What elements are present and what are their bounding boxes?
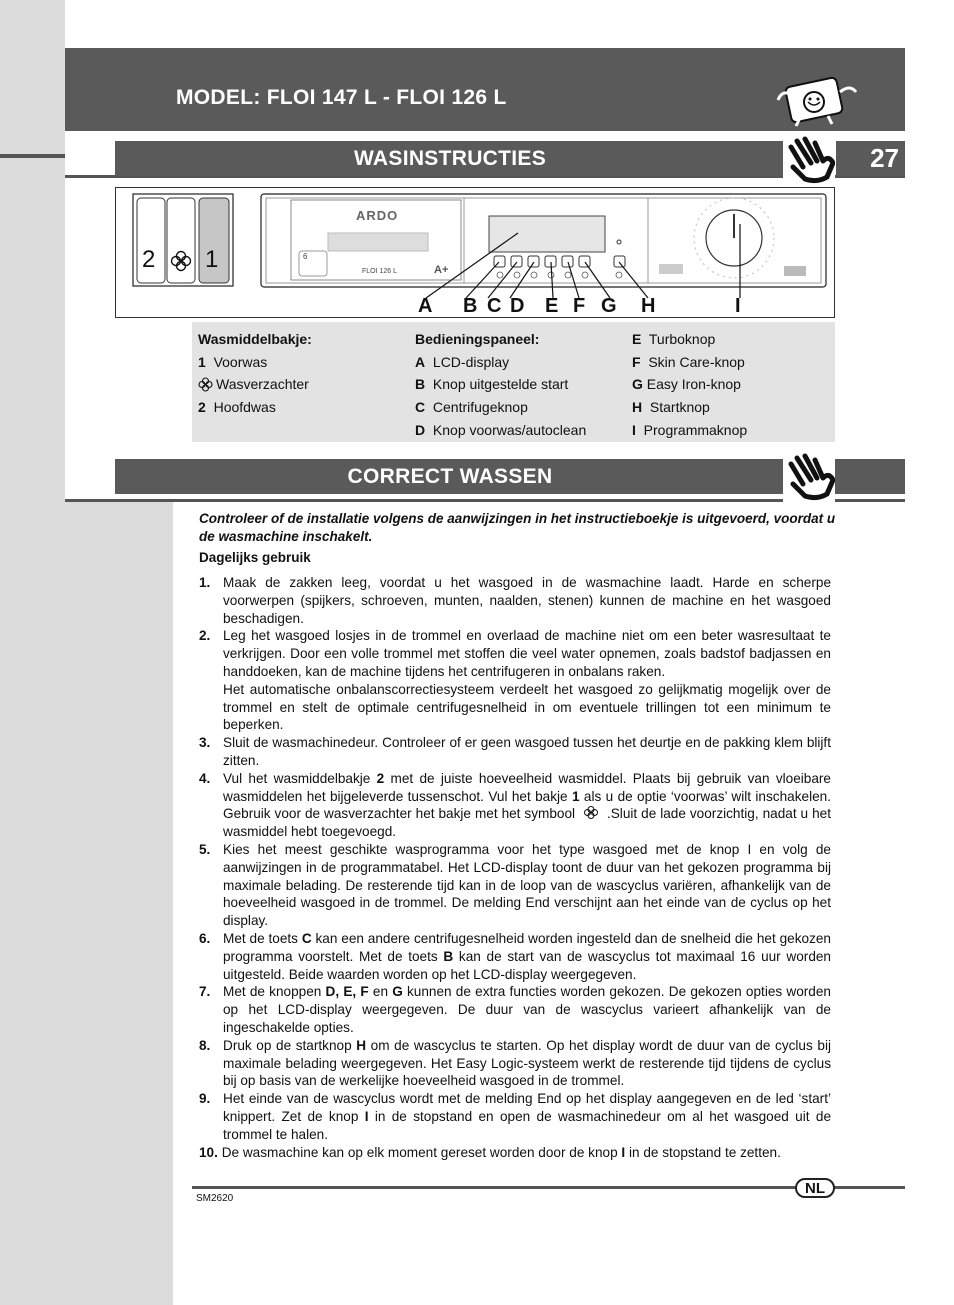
step-1: 1. Maak de zakken leeg, voordat u het wasgoed in de wasmachine laadt. Harde en scherpe voorwerpen (spijkers, schroeven, munten, naalden, stenen) kunnen de machine en het wasgoed beschadigen. [199, 575, 831, 626]
panel-model-label: FLOI 126 L [362, 268, 398, 275]
legend-title-panel: Bedieningspaneel: [415, 331, 540, 347]
panel-letter-F: F [573, 295, 586, 317]
section-bar-end [835, 459, 905, 494]
intro-text: Controleer of de installatie volgens de aanwijzingen in het instructieboekje is uitgevoerd, voordat u de wasmachine inschakelt. [199, 511, 836, 544]
section-title-correct-wassen: CORRECT WASSEN [115, 459, 785, 494]
legend-title-drawer: Wasmiddelbakje: [198, 331, 312, 347]
panel-letter-G: G [601, 295, 617, 317]
legend-item: B Knop uitgestelde start [415, 376, 569, 393]
step-2: 2. Leg het wasgoed losjes in de trommel en overlaad de machine niet om een beter wasresultaat te verkrijgen. Door een volle trommel met stoffen die veel water opnemen, zoals badstof badjassen en handdoeken, kan de machine tijdens het centrifugeren in onbalans raken. [199, 628, 831, 679]
fabric-softener-flower-icon [583, 806, 599, 819]
step-3: 3. Sluit de wasmachinedeur. Controleer of er geen wasgoed tussen het deurtje en de pakking klem blijft zitten. [199, 735, 831, 768]
section-title-wasinstructies: WASINSTRUCTIES [115, 141, 785, 176]
legend-item: D Knop voorwas/autoclean [415, 421, 587, 438]
legend-item: E Turboknop [632, 331, 716, 347]
page-number: 27 [836, 141, 905, 176]
step-9: 9. Het einde van de wascyclus wordt met de melding End op het display aangegeven en de led ‘start’ knippert. Zet de knop I in de stopstand en open de wasmachinedeur om al het wasgoed uit de trommel te halen. [199, 1091, 831, 1142]
panel-letter-C: C [487, 295, 502, 317]
legend-item: I Programmaknop [632, 421, 748, 438]
step-2-continued: Het automatische onbalanscorrectiesysteem verdeelt het wasgoed zo gelijkmatig mogelijk over de trommel en stelt de optimale centrifugesnelheid in om eventuele trillingen tot een minimum te beperken. [223, 681, 831, 733]
step-4: 4. Vul het wasmiddelbakje 2 met de juiste hoeveelheid wasmiddel. Plaats bij gebruik van vloeibare wasmiddelen het bijgeleverde tussenschot. Vul het bakje 1 als u de optie ‘voorwas’ wilt inschakelen. Gebruik voor de wasverzachter het bakje met het symbool .Sluit de lade voorzichtig, nadat u het wasmiddel hebt toegevoegd. [199, 770, 831, 840]
fabric-softener-flower-icon [198, 377, 213, 392]
legend-item: A LCD-display [415, 353, 510, 370]
hand-icon [783, 133, 835, 185]
step-7: 7. Met de knoppen D, E, F en G kunnen de extra functies worden gekozen. De gekozen opties worden op het LCD-display weergegeven. De duur van de wascyclus varieert afhankelijk van de ingeschakelde opties. [199, 984, 831, 1035]
legend-item: 1 Voorwas [198, 353, 268, 370]
step-10: 10. De wasmachine kan op elk moment gereset worden door de knop I in de stopstand te zetten. [199, 1144, 781, 1160]
instruction-steps [199, 574, 831, 1161]
step-5: 5. Kies het meest geschikte wasprogramma voor het type wasgoed met de knop I en volg de aanwijzingen in de programmatabel. Het LCD-display toont de duur van het gekozen programma bij maximale belading. De resterende tijd kan in de loop van de wascyclus variëren, afhankelijk van de hoeveelheid wasgoed in de trommel. De melding End verschijnt aan het einde van de cyclus op het display. [199, 841, 831, 929]
panel-letter-A: A [418, 295, 433, 317]
legend-item: F Skin Care-knop [632, 353, 745, 370]
subheading-daily-use: Dagelijks gebruik [199, 550, 311, 565]
legend-item: H Startknop [632, 399, 710, 416]
legend-item: G Easy Iron-knop [632, 376, 741, 393]
legend-box [192, 322, 835, 442]
left-margin-band-lower [65, 500, 173, 1305]
energy-label: A+ [434, 264, 449, 276]
capacity-label: 6 [303, 252, 308, 261]
panel-letter-B: B [463, 295, 478, 317]
model-title: MODEL: FLOI 147 L - FLOI 126 L [176, 86, 507, 109]
panel-letter-D: D [510, 295, 525, 317]
legend-item: 2 Hoofdwas [198, 399, 276, 416]
washing-machine-mascot-icon [770, 72, 862, 127]
drawer-label-2: 2 [142, 246, 156, 273]
drawer-label-1: 1 [205, 246, 219, 273]
brand-logo: ARDO [356, 208, 399, 223]
panel-letter-E: E [545, 295, 559, 317]
legend-item: Wasverzachter [198, 373, 312, 396]
section-rule [65, 499, 905, 502]
fabric-softener-flower-icon [170, 250, 192, 272]
panel-letter-I: I [735, 295, 741, 317]
document-code: SM2620 [196, 1193, 234, 1204]
step-8: 8. Druk op de startknop H om de wascyclus te starten. Op het display wordt de duur van de cyclus bij maximale belading weergegeven. Het Easy Logic-systeem werkt de resterende tijd tijdens de cyclus bij op basis van de werkelijke hoeveelheid wasgoed in de trommel. [199, 1037, 831, 1089]
hand-icon [783, 450, 835, 502]
left-rule [0, 154, 65, 158]
left-margin-band [0, 0, 65, 1305]
language-badge: NL [795, 1178, 835, 1198]
step-6: 6. Met de toets C kan een andere centrifugesnelheid worden ingesteld dan de snelheid die het gekozen programma voorstelt. Met de toets B kan de start van de wascyclus tot maximaal 16 uur worden uitgesteld. Beide waarden worden op het LCD-display weergegeven. [199, 930, 831, 982]
legend-item: C Centrifugeknop [415, 399, 528, 416]
panel-letter-H: H [641, 295, 656, 317]
